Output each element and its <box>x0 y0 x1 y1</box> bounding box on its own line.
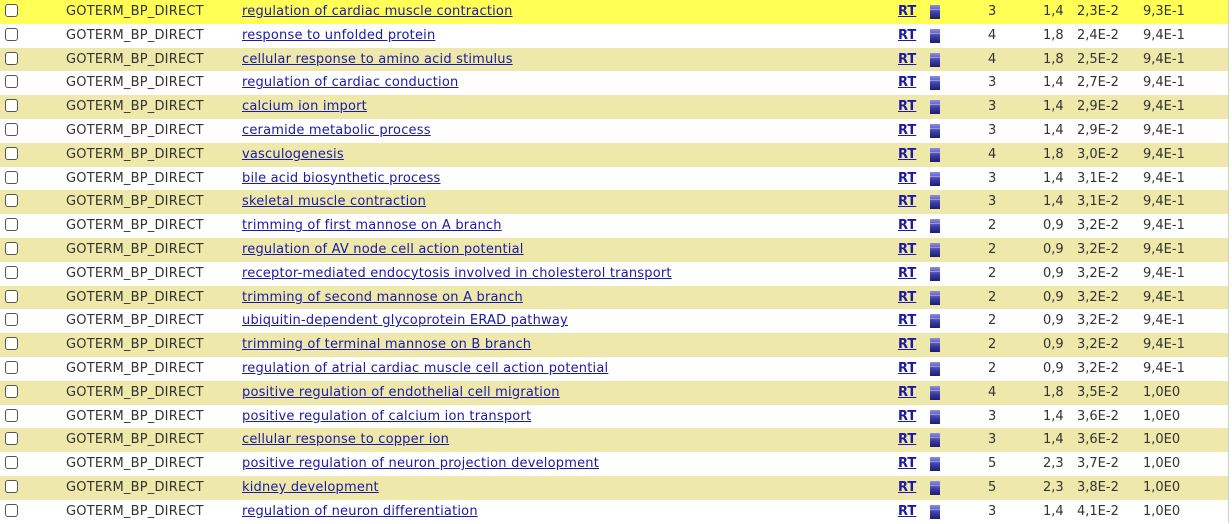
row-select-checkbox[interactable] <box>5 337 18 350</box>
percent-cell: 0,9 <box>1043 218 1064 234</box>
benjamini-cell: 1,0E0 <box>1143 384 1181 400</box>
table-row <box>0 167 1228 191</box>
benjamini-cell: 9,4E-1 <box>1143 99 1185 115</box>
count-cell: 4 <box>988 27 997 43</box>
table-row <box>0 476 1228 500</box>
benjamini-cell: 1,0E0 <box>1143 408 1181 424</box>
pvalue-cell: 3,2E-2 <box>1077 313 1119 329</box>
rt-link[interactable]: RT <box>898 408 917 424</box>
percent-cell: 1,4 <box>1043 408 1064 424</box>
rt-link[interactable]: RT <box>898 360 917 376</box>
percent-cell: 1,8 <box>1043 27 1064 43</box>
gene-bar-icon[interactable] <box>930 243 940 257</box>
rt-link[interactable]: RT <box>898 479 917 495</box>
pvalue-cell: 3,2E-2 <box>1077 218 1119 234</box>
category-cell: GOTERM_BP_DIRECT <box>66 289 204 305</box>
right-divider <box>1228 0 1229 523</box>
table-row <box>0 405 1228 429</box>
benjamini-cell: 9,4E-1 <box>1143 146 1185 162</box>
row-select-checkbox[interactable] <box>5 171 18 184</box>
count-cell: 4 <box>988 51 997 67</box>
term-link[interactable]: bile acid biosynthetic process <box>242 170 441 186</box>
term-link[interactable]: trimming of first mannose on A branch <box>242 218 502 234</box>
category-cell: GOTERM_BP_DIRECT <box>66 194 204 210</box>
pvalue-cell: 3,2E-2 <box>1077 360 1119 376</box>
rt-link[interactable]: RT <box>898 456 917 472</box>
count-cell: 3 <box>988 99 997 115</box>
pvalue-cell: 4,1E-2 <box>1077 503 1119 519</box>
term-link[interactable]: trimming of terminal mannose on B branch <box>242 337 532 353</box>
gene-bar-icon[interactable] <box>930 29 940 43</box>
term-link[interactable]: vasculogenesis <box>242 146 344 162</box>
benjamini-cell: 9,4E-1 <box>1143 218 1185 234</box>
term-link[interactable]: response to unfolded protein <box>242 27 436 43</box>
term-link[interactable]: positive regulation of neuron projection development <box>242 456 600 472</box>
percent-cell: 1,4 <box>1043 122 1064 138</box>
category-cell: GOTERM_BP_DIRECT <box>66 265 204 281</box>
row-select-checkbox[interactable] <box>5 218 18 231</box>
benjamini-cell: 1,0E0 <box>1143 479 1181 495</box>
table-row <box>0 500 1228 524</box>
gene-bar-icon[interactable] <box>930 172 940 186</box>
pvalue-cell: 2,5E-2 <box>1077 51 1119 67</box>
gene-bar-icon[interactable] <box>930 338 940 352</box>
pvalue-cell: 3,2E-2 <box>1077 241 1119 257</box>
benjamini-cell: 9,4E-1 <box>1143 27 1185 43</box>
table-row <box>0 143 1228 167</box>
table-row <box>0 214 1228 238</box>
gene-bar-icon[interactable] <box>930 433 940 447</box>
row-select-checkbox[interactable] <box>5 28 18 41</box>
row-select-checkbox[interactable] <box>5 361 18 374</box>
row-select-checkbox[interactable] <box>5 266 18 279</box>
count-cell: 3 <box>988 432 997 448</box>
term-link[interactable]: regulation of atrial cardiac muscle cell action potential <box>242 360 609 376</box>
pvalue-cell: 3,8E-2 <box>1077 479 1119 495</box>
category-cell: GOTERM_BP_DIRECT <box>66 479 204 495</box>
percent-cell: 0,9 <box>1043 289 1064 305</box>
term-link[interactable]: ubiquitin-dependent glycoprotein ERAD pathway <box>242 313 568 329</box>
benjamini-cell: 9,4E-1 <box>1143 337 1185 353</box>
table-row <box>0 0 1228 24</box>
category-cell: GOTERM_BP_DIRECT <box>66 146 204 162</box>
percent-cell: 1,4 <box>1043 194 1064 210</box>
percent-cell: 1,8 <box>1043 51 1064 67</box>
pvalue-cell: 3,2E-2 <box>1077 337 1119 353</box>
term-link[interactable]: regulation of cardiac muscle contraction <box>242 4 513 19</box>
gene-bar-icon[interactable] <box>930 386 940 400</box>
term-link[interactable]: kidney development <box>242 479 379 495</box>
pvalue-cell: 3,7E-2 <box>1077 456 1119 472</box>
row-select-checkbox[interactable] <box>5 194 18 207</box>
table-row <box>0 452 1228 476</box>
count-cell: 3 <box>988 408 997 424</box>
percent-cell: 1,4 <box>1043 4 1064 19</box>
rt-link[interactable]: RT <box>898 75 917 91</box>
term-link[interactable]: regulation of AV node cell action potential <box>242 241 524 257</box>
rt-link[interactable]: RT <box>898 337 917 353</box>
row-select-checkbox[interactable] <box>5 52 18 65</box>
pvalue-cell: 3,1E-2 <box>1077 194 1119 210</box>
percent-cell: 1,8 <box>1043 384 1064 400</box>
pvalue-cell: 2,9E-2 <box>1077 99 1119 115</box>
row-select-checkbox[interactable] <box>5 385 18 398</box>
count-cell: 2 <box>988 241 997 257</box>
percent-cell: 0,9 <box>1043 265 1064 281</box>
gene-bar-icon[interactable] <box>930 148 940 162</box>
row-select-checkbox[interactable] <box>5 409 18 422</box>
rt-link[interactable]: RT <box>898 432 917 448</box>
count-cell: 2 <box>988 289 997 305</box>
row-select-checkbox[interactable] <box>5 75 18 88</box>
table-row <box>0 357 1228 381</box>
gene-bar-icon[interactable] <box>930 314 940 328</box>
percent-cell: 1,4 <box>1043 170 1064 186</box>
benjamini-cell: 9,4E-1 <box>1143 289 1185 305</box>
count-cell: 4 <box>988 384 997 400</box>
table-row <box>0 286 1228 310</box>
benjamini-cell: 1,0E0 <box>1143 503 1181 519</box>
category-cell: GOTERM_BP_DIRECT <box>66 75 204 91</box>
percent-cell: 1,4 <box>1043 503 1064 519</box>
count-cell: 3 <box>988 75 997 91</box>
term-link[interactable]: ceramide metabolic process <box>242 122 431 138</box>
term-link[interactable]: receptor-mediated endocytosis involved in cholesterol transport <box>242 265 672 281</box>
rt-link[interactable]: RT <box>898 51 917 67</box>
row-select-checkbox[interactable] <box>5 456 18 469</box>
rt-link[interactable]: RT <box>898 194 917 210</box>
category-cell: GOTERM_BP_DIRECT <box>66 360 204 376</box>
table-row <box>0 333 1228 357</box>
count-cell: 2 <box>988 265 997 281</box>
category-cell: GOTERM_BP_DIRECT <box>66 99 204 115</box>
pvalue-cell: 3,5E-2 <box>1077 384 1119 400</box>
count-cell: 3 <box>988 503 997 519</box>
category-cell: GOTERM_BP_DIRECT <box>66 241 204 257</box>
gene-bar-icon[interactable] <box>930 5 940 19</box>
count-cell: 5 <box>988 479 997 495</box>
percent-cell: 0,9 <box>1043 360 1064 376</box>
table-row <box>0 119 1228 143</box>
row-select-checkbox[interactable] <box>5 432 18 445</box>
table-row <box>0 95 1228 119</box>
rt-link[interactable]: RT <box>898 4 917 19</box>
benjamini-cell: 9,4E-1 <box>1143 313 1185 329</box>
count-cell: 3 <box>988 122 997 138</box>
rt-link[interactable]: RT <box>898 503 917 519</box>
row-select-checkbox[interactable] <box>5 480 18 493</box>
count-cell: 3 <box>988 4 997 19</box>
category-cell: GOTERM_BP_DIRECT <box>66 313 204 329</box>
rt-link[interactable]: RT <box>898 218 917 234</box>
row-select-checkbox[interactable] <box>5 147 18 160</box>
rt-link[interactable]: RT <box>898 384 917 400</box>
benjamini-cell: 9,4E-1 <box>1143 265 1185 281</box>
count-cell: 2 <box>988 360 997 376</box>
rt-link[interactable]: RT <box>898 313 917 329</box>
percent-cell: 0,9 <box>1043 241 1064 257</box>
row-select-checkbox[interactable] <box>5 123 18 136</box>
table-row <box>0 238 1228 262</box>
rt-link[interactable]: RT <box>898 27 917 43</box>
gene-bar-icon[interactable] <box>930 195 940 209</box>
category-cell: GOTERM_BP_DIRECT <box>66 218 204 234</box>
gene-bar-icon[interactable] <box>930 53 940 67</box>
percent-cell: 1,4 <box>1043 75 1064 91</box>
rt-link[interactable]: RT <box>898 265 917 281</box>
row-select-checkbox[interactable] <box>5 290 18 303</box>
percent-cell: 2,3 <box>1043 479 1064 495</box>
percent-cell: 2,3 <box>1043 456 1064 472</box>
gene-bar-icon[interactable] <box>930 291 940 305</box>
pvalue-cell: 3,6E-2 <box>1077 432 1119 448</box>
table-row <box>0 381 1228 405</box>
gene-bar-icon[interactable] <box>930 362 940 376</box>
gene-bar-icon[interactable] <box>930 505 940 519</box>
category-cell: GOTERM_BP_DIRECT <box>66 51 204 67</box>
gene-bar-icon[interactable] <box>930 457 940 471</box>
count-cell: 5 <box>988 456 997 472</box>
term-link[interactable]: positive regulation of endothelial cell migration <box>242 384 560 400</box>
benjamini-cell: 9,4E-1 <box>1143 51 1185 67</box>
term-link[interactable]: cellular response to amino acid stimulus <box>242 51 513 67</box>
category-cell: GOTERM_BP_DIRECT <box>66 432 204 448</box>
row-select-checkbox[interactable] <box>5 313 18 326</box>
benjamini-cell: 9,4E-1 <box>1143 241 1185 257</box>
benjamini-cell: 9,4E-1 <box>1143 360 1185 376</box>
count-cell: 4 <box>988 146 997 162</box>
table-row <box>0 24 1228 48</box>
pvalue-cell: 2,3E-2 <box>1077 4 1119 19</box>
gene-bar-icon[interactable] <box>930 219 940 233</box>
benjamini-cell: 9,4E-1 <box>1143 122 1185 138</box>
rt-link[interactable]: RT <box>898 122 917 138</box>
rt-link[interactable]: RT <box>898 170 917 186</box>
category-cell: GOTERM_BP_DIRECT <box>66 27 204 43</box>
term-link[interactable]: calcium ion import <box>242 99 367 115</box>
table-row <box>0 190 1228 214</box>
rt-link[interactable]: RT <box>898 99 917 115</box>
pvalue-cell: 2,7E-2 <box>1077 75 1119 91</box>
table-row <box>0 309 1228 333</box>
count-cell: 3 <box>988 194 997 210</box>
count-cell: 2 <box>988 337 997 353</box>
count-cell: 2 <box>988 218 997 234</box>
pvalue-cell: 3,2E-2 <box>1077 289 1119 305</box>
percent-cell: 1,4 <box>1043 99 1064 115</box>
rt-link[interactable]: RT <box>898 146 917 162</box>
pvalue-cell: 3,1E-2 <box>1077 170 1119 186</box>
benjamini-cell: 1,0E0 <box>1143 456 1181 472</box>
category-cell: GOTERM_BP_DIRECT <box>66 408 204 424</box>
gene-bar-icon[interactable] <box>930 481 940 495</box>
gene-bar-icon[interactable] <box>930 410 940 424</box>
gene-bar-icon[interactable] <box>930 76 940 90</box>
pvalue-cell: 3,0E-2 <box>1077 146 1119 162</box>
pvalue-cell: 2,9E-2 <box>1077 122 1119 138</box>
term-link[interactable]: skeletal muscle contraction <box>242 194 427 210</box>
benjamini-cell: 9,4E-1 <box>1143 194 1185 210</box>
term-link[interactable]: positive regulation of calcium ion transport <box>242 408 532 424</box>
percent-cell: 1,8 <box>1043 146 1064 162</box>
category-cell: GOTERM_BP_DIRECT <box>66 337 204 353</box>
term-link[interactable]: regulation of cardiac conduction <box>242 75 459 91</box>
percent-cell: 0,9 <box>1043 337 1064 353</box>
count-cell: 2 <box>988 313 997 329</box>
benjamini-cell: 9,3E-1 <box>1143 4 1185 19</box>
term-link[interactable]: trimming of second mannose on A branch <box>242 289 523 305</box>
category-cell: GOTERM_BP_DIRECT <box>66 456 204 472</box>
benjamini-cell: 9,4E-1 <box>1143 75 1185 91</box>
rt-link[interactable]: RT <box>898 289 917 305</box>
percent-cell: 1,4 <box>1043 432 1064 448</box>
term-link[interactable]: regulation of neuron differentiation <box>242 503 478 519</box>
category-cell: GOTERM_BP_DIRECT <box>66 122 204 138</box>
category-cell: GOTERM_BP_DIRECT <box>66 4 204 19</box>
benjamini-cell: 9,4E-1 <box>1143 170 1185 186</box>
pvalue-cell: 2,4E-2 <box>1077 27 1119 43</box>
table-row <box>0 48 1228 72</box>
table-row <box>0 262 1228 286</box>
row-select-checkbox[interactable] <box>5 242 18 255</box>
table-row <box>0 428 1228 452</box>
category-cell: GOTERM_BP_DIRECT <box>66 384 204 400</box>
row-select-checkbox[interactable] <box>5 504 18 517</box>
pvalue-cell: 3,2E-2 <box>1077 265 1119 281</box>
table-row <box>0 71 1228 95</box>
row-select-checkbox[interactable] <box>5 99 18 112</box>
rt-link[interactable]: RT <box>898 241 917 257</box>
gene-bar-icon[interactable] <box>930 267 940 281</box>
pvalue-cell: 3,6E-2 <box>1077 408 1119 424</box>
gene-bar-icon[interactable] <box>930 100 940 114</box>
percent-cell: 0,9 <box>1043 313 1064 329</box>
count-cell: 3 <box>988 170 997 186</box>
category-cell: GOTERM_BP_DIRECT <box>66 503 204 519</box>
gene-bar-icon[interactable] <box>930 124 940 138</box>
category-cell: GOTERM_BP_DIRECT <box>66 170 204 186</box>
benjamini-cell: 1,0E0 <box>1143 432 1181 448</box>
term-link[interactable]: cellular response to copper ion <box>242 432 450 448</box>
row-select-checkbox[interactable] <box>5 4 18 17</box>
